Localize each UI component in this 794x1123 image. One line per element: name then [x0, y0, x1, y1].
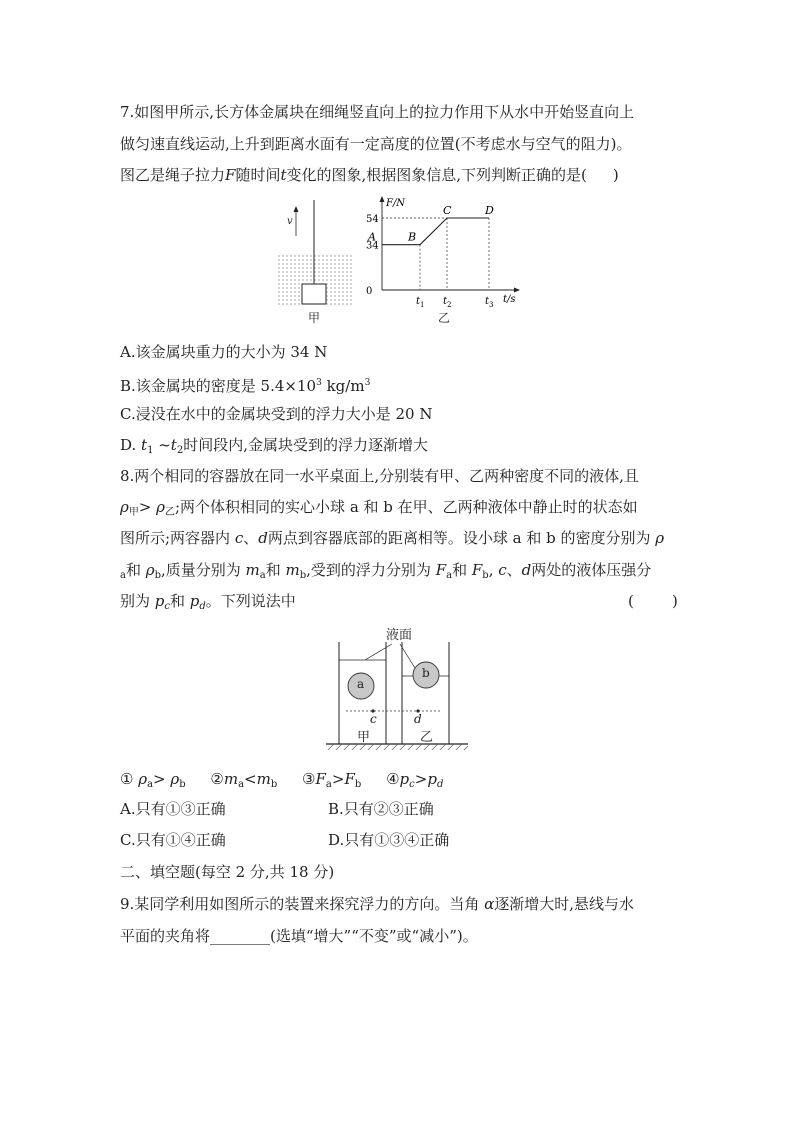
point-C: C	[443, 204, 452, 217]
q7-line-1: 7.如图甲所示,长方体金属块在细绳竖直向上的拉力作用下从水中开始竖直向上	[120, 103, 635, 121]
q8-answer-paren: ( )	[628, 592, 678, 610]
q7-option-c: C.浸没在水中的金属块受到的浮力大小是 20 N	[120, 405, 433, 423]
metal-block	[302, 284, 326, 304]
q8-option-b: B.只有②③正确	[328, 800, 434, 818]
container-jia-label: 甲	[357, 730, 371, 745]
x-tick-t1: $t_1$	[416, 296, 425, 309]
q8-line-3: 图所示;两容器内 c、d两点到容器底部的距离相等。设小球 a 和 b 的密度分别为 ρ	[120, 529, 665, 547]
point-A: A	[368, 230, 376, 244]
q7-option-b: B.该金属块的密度是 $5.4\times 10^3$ $kg/m^3$	[120, 377, 371, 395]
point-d-label: d	[414, 712, 422, 726]
q8-line-5: 别为 $p_c$和 $p_d$。下列说法中	[120, 592, 296, 612]
y-axis-label: F/N	[386, 198, 406, 209]
q9-answer-blank[interactable]: ________	[210, 927, 271, 945]
q8-line-4: $_a$和 $\rho_b$,质量分别为 $m_a$和 $m_b$,受到的浮力分别为 $F_a$和 $F_b$, c、d两处的液体压强分	[120, 561, 652, 581]
q9-line-2: 平面的夹角将________(选填“增大”“不变”或“减小”)。	[120, 927, 478, 945]
q8-option-c: C.只有①④正确	[120, 831, 226, 849]
velocity-label: v	[287, 216, 293, 227]
q8-line-2: $\rho_甲> \rho_乙$;两个体积相同的实心小球 a 和 b 在甲、乙两种液体中静止时的状态如	[120, 498, 638, 518]
q8-option-a: A.只有①③正确	[120, 800, 226, 818]
y-tick-0: 0	[366, 286, 373, 297]
y-tick-54: 54	[366, 214, 379, 225]
ball-a-label: a	[357, 677, 365, 691]
x-tick-t3: $t_3$	[485, 296, 494, 309]
q8-statements: ① $\rho_a> \rho_b$ $②m_a<m_b$ $③F_a>F_b$ $④p_c>p_d$	[120, 770, 444, 790]
q7-line-3: 图乙是绳子拉力F随时间t变化的图象,根据图象信息,下列判断正确的是( )	[120, 166, 619, 184]
q7-option-d: D. $t_1$ $\sim t_2$时间段内,金属块受到的浮力逐渐增大	[120, 436, 428, 456]
q8-option-d: D.只有①③④正确	[328, 831, 450, 849]
q7-option-a: A.该金属块重力的大小为 34 N	[120, 343, 328, 361]
ball-b-label: b	[422, 666, 430, 680]
point-B: B	[408, 230, 417, 244]
chart-line	[382, 218, 489, 245]
point-D: D	[485, 204, 494, 217]
figure-jia-label: 甲	[308, 311, 321, 325]
q9-line-1: 9.某同学利用如图所示的装置来探究浮力的方向。当角 α逐渐增大时,悬线与水	[120, 895, 635, 913]
q8-line-1: 8.两个相同的容器放在同一水平桌面上,分别装有甲、乙两种密度不同的液体,且	[120, 467, 639, 485]
container-yi-label: 乙	[420, 730, 434, 745]
y-tick-34: 34	[366, 240, 379, 252]
surface-label: 液面	[386, 628, 413, 643]
surface-leader-1	[365, 644, 392, 660]
x-axis-label: t/s	[503, 294, 516, 305]
point-c-label: c	[370, 712, 377, 726]
x-tick-t2: $t_2$	[443, 296, 452, 309]
q7-line-2: 做匀速直线运动,上升到距离水面有一定高度的位置(不考虑水与空气的阻力)。	[120, 135, 632, 153]
section-2-heading: 二、填空题(每空 2 分,共 18 分)	[120, 863, 335, 881]
figure-yi-label: 乙	[438, 311, 451, 325]
